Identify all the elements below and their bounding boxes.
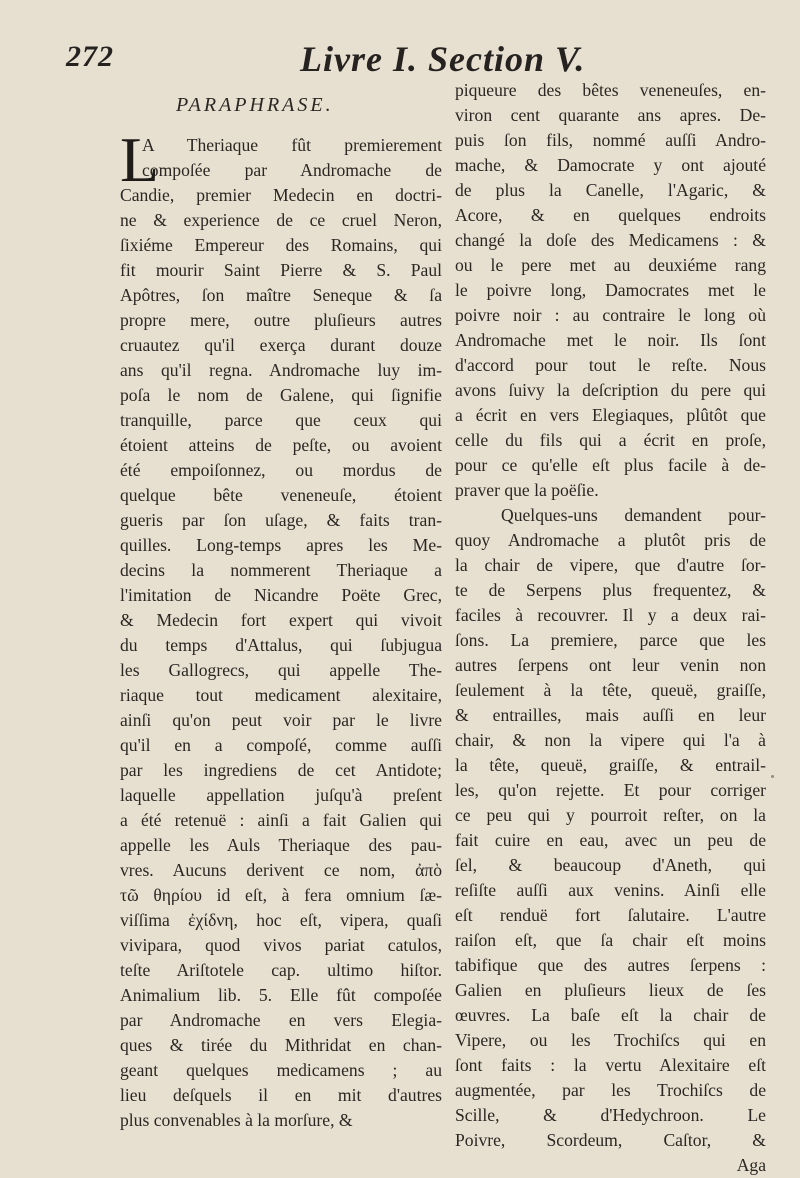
text-line: fit mourir Saint Pierre & S. Paul	[120, 260, 442, 280]
text-line: praver que la poëſie.	[455, 480, 599, 500]
text-line: par les ingrediens de cet Antidote;	[120, 760, 442, 780]
text-line: plus convenables à la morſure, &	[120, 1110, 353, 1130]
text-line: gueris par ſon uſage, & faits tran-	[120, 510, 442, 530]
text-line: teſte Ariſtotele cap. ultimo hiſtor.	[120, 960, 442, 980]
text-line: chair, & non la vipere qui l'a à	[455, 730, 766, 750]
text-line: riaque tout medicament alexitaire,	[120, 685, 442, 705]
text-line: ſons. La premiere, parce que les	[455, 630, 766, 650]
text-line: mache, & Damocrate y ont ajouté	[455, 155, 766, 175]
text-line: reſiſte auſſi aux venins. Ainſi elle	[455, 880, 766, 900]
right-column	[455, 78, 766, 1178]
text-line: vivipara, quod vivos pariat catulos,	[120, 935, 442, 955]
text-line: été empoiſonnez, ou mordus de	[120, 460, 442, 480]
text-line: puis ſon fils, nommé auſſi Andro-	[455, 130, 766, 150]
text-line: raiſon eſt, que ſa chair eſt moins	[455, 930, 766, 950]
text-line: Poivre, Scordeum, Caſtor, &	[455, 1130, 766, 1150]
text-line: changé la doſe des Medicamens : &	[455, 230, 766, 250]
text-line: appelle les Auls Theriaque des pau-	[120, 835, 442, 855]
text-line: geant quelques medicamens ; au	[120, 1060, 442, 1080]
text-line: pour ce qu'elle eſt plus facile à de-	[455, 455, 766, 475]
text-line: ne & experience de ce cruel Neron,	[120, 210, 442, 230]
text-line: poivre noir : au contraire le long où	[455, 305, 766, 325]
text-line: Vipere, ou les Trochiſcs qui en	[455, 1030, 766, 1050]
text-line: ou le pere met au deuxiéme rang	[455, 255, 766, 275]
section-heading: PARAPHRASE.	[176, 94, 334, 116]
text-line: a été retenuë : ainſi a fait Galien qui	[120, 810, 442, 830]
text-line: étoient atteins de peſte, ou avoient	[120, 435, 442, 455]
text-line: avons ſuivy la deſcription du pere qui	[455, 380, 766, 400]
text-line: Andromache met le noir. Ils ſont	[455, 330, 766, 350]
text-line: ainſi qu'on peut voir par le livre	[120, 710, 442, 730]
text-line: tabifique que des autres ſerpens :	[455, 955, 766, 975]
text-line: du temps d'Attalus, qui ſubjugua	[120, 635, 442, 655]
text-line: propre mere, outre pluſieurs autres	[120, 310, 442, 330]
text-line: & Medecin fort expert qui vivoit	[120, 610, 442, 630]
text-line: piqueure des bêtes veneneuſes, en-	[455, 80, 766, 100]
catchword: Aga	[736, 1155, 766, 1175]
text-line: fait cuire en eau, avec un peu de	[455, 830, 766, 850]
text-line: & entrailles, mais auſſi en leur	[455, 705, 766, 725]
text-line: quelque bête veneneuſe, étoient	[120, 485, 442, 505]
text-line: Animalium lib. 5. Elle fût compoſée	[120, 985, 442, 1005]
text-block-left	[120, 124, 442, 1133]
text-line: a écrit en vers Elegiaques, plûtôt que	[455, 405, 766, 425]
text-line: laquelle appellation juſqu'à preſent	[120, 785, 442, 805]
running-title: Livre I. Section V.	[300, 39, 586, 79]
text-line: œuvres. La baſe eſt la chair de	[455, 1005, 766, 1025]
text-block-right	[455, 78, 766, 1178]
text-line: vres. Aucuns derivent ce nom, ἀπὸ	[120, 860, 442, 880]
text-line: quoy Andromache a plutôt pris de	[455, 530, 766, 550]
text-line: l'imitation de Nicandre Poëte Grec,	[120, 585, 442, 605]
text-line: ſeulement à la tête, queuë, graiſſe,	[455, 680, 766, 700]
text-line: Quelques-uns demandent pour-	[501, 505, 766, 525]
text-line: ſont faits : la vertu Alexitaire eſt	[455, 1055, 766, 1075]
text-line: τῶ θηρίου id eſt, à fera omnium ſæ-	[120, 885, 442, 905]
text-line: celle du fils qui a écrit en proſe,	[455, 430, 766, 450]
text-line: decins la nommerent Theriaque a	[120, 560, 442, 580]
text-line: A Theriaque fût premierement	[142, 135, 442, 155]
text-line: la tête, queuë, graiſſe, & entrail-	[455, 755, 766, 775]
text-line: compoſée par Andromache de	[142, 160, 442, 180]
left-column	[120, 88, 442, 1133]
drop-cap: L	[120, 124, 160, 195]
text-line: la chair de vipere, que d'autre ſor-	[455, 555, 766, 575]
text-line: viron cent quarante ans apres. De-	[455, 105, 766, 125]
text-line: d'accord pour tout le reſte. Nous	[455, 355, 766, 375]
text-line: ce peu qui y pourroit reſter, on la	[455, 805, 766, 825]
text-line: ans qu'il regna. Andromache luy im-	[120, 360, 442, 380]
text-line: lieu deſquels il en mit d'autres	[120, 1085, 442, 1105]
text-line: Scille, & d'Hedychroon. Le	[455, 1105, 766, 1125]
text-line: tranquille, parce que ceux qui	[120, 410, 442, 430]
text-line: viſſima ἐχίδνη, hoc eſt, vipera, quaſi	[120, 910, 442, 930]
text-line: de plus la Canelle, l'Agaric, &	[455, 180, 766, 200]
text-line: poſa le nom de Galene, qui ſignifie	[120, 385, 442, 405]
text-line: ſel, & beaucoup d'Aneth, qui	[455, 855, 766, 875]
text-line: ques & tirée du Mithridat en chan-	[120, 1035, 442, 1055]
text-line: ſixiéme Empereur des Romains, qui	[120, 235, 442, 255]
text-line: quilles. Long-temps apres les Me-	[120, 535, 442, 555]
text-line: augmentée, par les Trochiſcs de	[455, 1080, 766, 1100]
text-line: qu'il en a compoſé, comme auſſi	[120, 735, 442, 755]
text-line: Candie, premier Medecin en doctri-	[120, 185, 442, 205]
text-line: les, qu'on rejette. Et pour corriger	[455, 780, 766, 800]
paper-speck	[771, 775, 774, 778]
text-line: les Gallogrecs, qui appelle The-	[120, 660, 442, 680]
text-line: par Andromache en vers Elegia-	[120, 1010, 442, 1030]
page-number: 272	[66, 40, 114, 73]
text-line: le poivre long, Damocrates met le	[455, 280, 766, 300]
text-line: cruautez qu'il exerça durant douze	[120, 335, 442, 355]
text-line: autres ſerpens ont leur venin non	[455, 655, 766, 675]
text-line: Acore, & en quelques endroits	[455, 205, 766, 225]
text-line: te de Serpens plus frequentez, &	[455, 580, 766, 600]
text-line: Galien en pluſieurs lieux de ſes	[455, 980, 766, 1000]
text-line: faciles à recouvrer. Il y a deux rai-	[455, 605, 766, 625]
text-line: eſt renduë fort ſalutaire. L'autre	[455, 905, 766, 925]
text-line: Apôtres, ſon maître Seneque & ſa	[120, 285, 442, 305]
